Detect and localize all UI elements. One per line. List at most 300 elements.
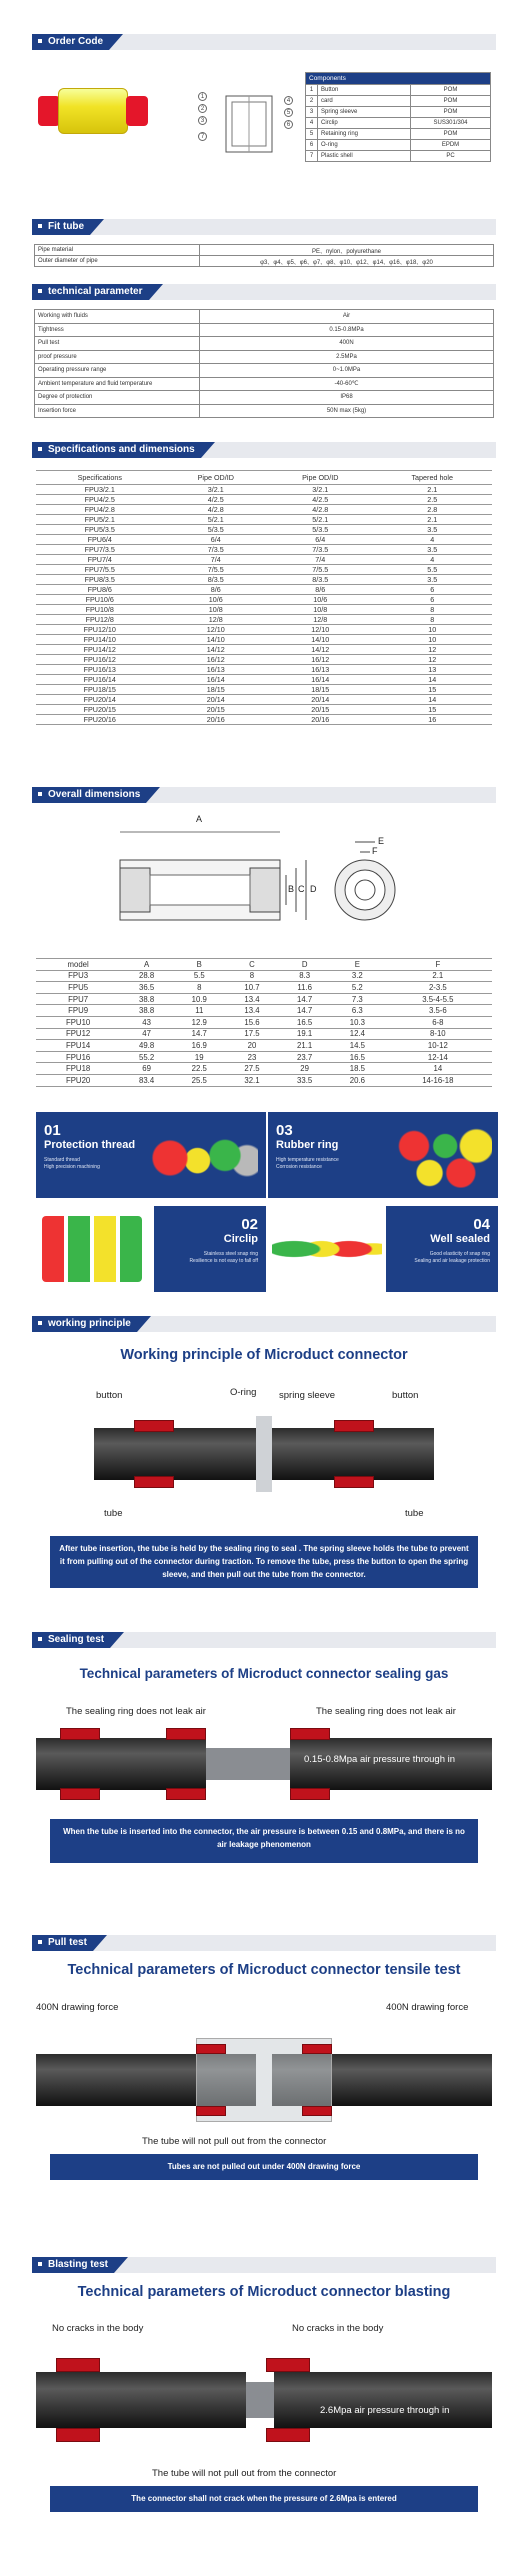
dim-cell: 8.3 bbox=[278, 970, 331, 982]
section-title: Sealing test bbox=[32, 1632, 110, 1648]
fit-label: Pipe material bbox=[35, 245, 200, 256]
spec-cell: FPU5/3.5 bbox=[36, 525, 164, 535]
spec-cell: FPU14/12 bbox=[36, 645, 164, 655]
dim-cell: 28.8 bbox=[120, 970, 173, 982]
dim-cell: 2.1 bbox=[384, 970, 492, 982]
component-name: card bbox=[318, 96, 411, 107]
components-header: Components bbox=[306, 73, 491, 85]
spec-cell: 5/3.5 bbox=[164, 525, 269, 535]
label-spring-sleeve: spring sleeve bbox=[279, 1390, 335, 1401]
component-row bbox=[306, 85, 491, 96]
spec-cell: 16/13 bbox=[164, 665, 269, 675]
tech-label: proof pressure bbox=[35, 350, 200, 364]
spec-cell: 4/2.8 bbox=[268, 505, 373, 515]
dim-cell: 55.2 bbox=[120, 1051, 173, 1063]
section-title: working principle bbox=[32, 1316, 137, 1332]
spec-row bbox=[36, 485, 492, 495]
dim-cell: 11 bbox=[173, 1005, 226, 1017]
spec-row bbox=[36, 545, 492, 555]
spec-row bbox=[36, 695, 492, 705]
spec-row bbox=[36, 585, 492, 595]
dim-cell: 14.7 bbox=[173, 1028, 226, 1040]
feature-number: 04 bbox=[473, 1216, 490, 1233]
spec-row bbox=[36, 495, 492, 505]
dim-cell: 14.7 bbox=[278, 993, 331, 1005]
dim-cell: FPU10 bbox=[36, 1016, 120, 1028]
tech-value: 50N max (5kg) bbox=[200, 404, 494, 418]
spec-cell: FPU4/2.8 bbox=[36, 505, 164, 515]
spec-cell: 7/3.5 bbox=[164, 545, 269, 555]
spec-cell: 5.5 bbox=[373, 565, 493, 575]
dim-row bbox=[36, 982, 492, 994]
dim-cell: FPU18 bbox=[36, 1063, 120, 1075]
dim-cell: 12.9 bbox=[173, 1016, 226, 1028]
spec-cell: FPU16/13 bbox=[36, 665, 164, 675]
dim-cell: 23 bbox=[226, 1051, 279, 1063]
component-row bbox=[306, 129, 491, 140]
section-header-specifications bbox=[32, 442, 496, 458]
component-row bbox=[306, 118, 491, 129]
feature-desc: Corrosion resistance bbox=[276, 1164, 322, 1170]
tech-label: Operating pressure range bbox=[35, 364, 200, 378]
spec-cell: 20/16 bbox=[164, 715, 269, 725]
dim-cell: 10-12 bbox=[384, 1040, 492, 1052]
component-num: 3 bbox=[306, 107, 318, 118]
tech-value: 400N bbox=[200, 337, 494, 351]
dim-cell: 22.5 bbox=[173, 1063, 226, 1075]
component-name: Retaining ring bbox=[318, 129, 411, 140]
component-material: PC bbox=[411, 151, 491, 162]
spec-cell: 20/15 bbox=[164, 705, 269, 715]
dim-header: D bbox=[278, 959, 331, 971]
spec-cell: 12 bbox=[373, 645, 493, 655]
feature-name: Protection thread bbox=[44, 1139, 136, 1151]
component-num: 7 bbox=[306, 151, 318, 162]
dim-cell: 49.8 bbox=[120, 1040, 173, 1052]
spec-cell: 3/2.1 bbox=[268, 485, 373, 495]
feature-protection-thread bbox=[36, 1112, 266, 1198]
dim-cell: 29 bbox=[278, 1063, 331, 1075]
tech-label: Pull test bbox=[35, 337, 200, 351]
dim-header: F bbox=[384, 959, 492, 971]
component-name: Spring sleeve bbox=[318, 107, 411, 118]
blasting-title: Technical parameters of Microduct connector blasting bbox=[77, 2284, 451, 2300]
feature-well-sealed bbox=[268, 1206, 498, 1292]
component-row bbox=[306, 151, 491, 162]
dim-cell: 14.7 bbox=[278, 1005, 331, 1017]
spec-row bbox=[36, 645, 492, 655]
component-material: EPDM bbox=[411, 140, 491, 151]
component-material: POM bbox=[411, 96, 491, 107]
dim-cell: 47 bbox=[120, 1028, 173, 1040]
spec-cell: FPU12/8 bbox=[36, 615, 164, 625]
sealing-note: When the tube is inserted into the connector, the air pressure is between 0.15 and 0.8MPa, and there is no air leakage phenomenon bbox=[50, 1819, 478, 1863]
spec-cell: FPU6/4 bbox=[36, 535, 164, 545]
label-pull-right: 400N drawing force bbox=[386, 2002, 469, 2013]
dimension-table bbox=[36, 958, 492, 1087]
dim-cell: 3.5-6 bbox=[384, 1005, 492, 1017]
spec-cell: 15 bbox=[373, 705, 493, 715]
dim-cell: 15.6 bbox=[226, 1016, 279, 1028]
dim-cell: 5.5 bbox=[173, 970, 226, 982]
tech-row bbox=[35, 350, 494, 364]
spec-cell: FPU10/8 bbox=[36, 605, 164, 615]
spec-header: Tapered hole bbox=[373, 471, 493, 485]
spec-cell: FPU8/6 bbox=[36, 585, 164, 595]
dim-cell: 12.4 bbox=[331, 1028, 384, 1040]
spec-cell: 14/10 bbox=[164, 635, 269, 645]
feature-desc: Resilience is not easy to fall off bbox=[189, 1258, 258, 1264]
spec-cell: 7/5.5 bbox=[164, 565, 269, 575]
section-header-fit-tube bbox=[32, 219, 496, 235]
component-material: POM bbox=[411, 107, 491, 118]
component-num: 1 bbox=[306, 85, 318, 96]
spec-row bbox=[36, 565, 492, 575]
dim-cell: 43 bbox=[120, 1016, 173, 1028]
spec-cell: 3.5 bbox=[373, 525, 493, 535]
feature-name: Rubber ring bbox=[276, 1139, 339, 1151]
spec-cell: 6 bbox=[373, 585, 493, 595]
label-sealing-right: The sealing ring does not leak air bbox=[316, 1706, 456, 1717]
label-tube-left: tube bbox=[104, 1508, 123, 1519]
label-tube-right: tube bbox=[405, 1508, 424, 1519]
spec-row bbox=[36, 655, 492, 665]
pull-bottom-label: The tube will not pull out from the connector bbox=[142, 2136, 327, 2147]
spec-cell: 6 bbox=[373, 595, 493, 605]
spec-cell: 2.5 bbox=[373, 495, 493, 505]
spec-row bbox=[36, 515, 492, 525]
dim-cell: 10.7 bbox=[226, 982, 279, 994]
section-title: Fit tube bbox=[32, 219, 90, 235]
spec-cell: 14/12 bbox=[164, 645, 269, 655]
callout: 7 bbox=[198, 132, 207, 141]
component-material: SUS301/304 bbox=[411, 118, 491, 129]
dim-cell: 6-8 bbox=[384, 1016, 492, 1028]
dim-cell: FPU3 bbox=[36, 970, 120, 982]
spec-row bbox=[36, 595, 492, 605]
spec-cell: 16/12 bbox=[164, 655, 269, 665]
dim-cell: 3.2 bbox=[331, 970, 384, 982]
spec-cell: 13 bbox=[373, 665, 493, 675]
spec-cell: 15 bbox=[373, 685, 493, 695]
dim-header: B bbox=[173, 959, 226, 971]
tech-value: 0~1.0MPa bbox=[200, 364, 494, 378]
dim-row bbox=[36, 1051, 492, 1063]
feature-desc: Stainless steel snap ring bbox=[203, 1251, 258, 1257]
label-pull-left: 400N drawing force bbox=[36, 2002, 119, 2013]
blasting-bottom-label: The tube will not pull out from the connector bbox=[152, 2468, 337, 2479]
tech-row bbox=[35, 364, 494, 378]
dim-row bbox=[36, 993, 492, 1005]
spec-cell: 4 bbox=[373, 555, 493, 565]
dim-cell: 27.5 bbox=[226, 1063, 279, 1075]
dim-cell: 5.2 bbox=[331, 982, 384, 994]
section-header-overall bbox=[32, 787, 496, 803]
spec-cell: 8 bbox=[373, 615, 493, 625]
dim-cell: 8 bbox=[226, 970, 279, 982]
dim-row bbox=[36, 1005, 492, 1017]
dim-row bbox=[36, 1074, 492, 1086]
tech-row bbox=[35, 404, 494, 418]
spec-row bbox=[36, 665, 492, 675]
callout: 4 bbox=[284, 96, 293, 105]
section-title: Overall dimensions bbox=[32, 787, 146, 803]
spec-cell: 8/3.5 bbox=[268, 575, 373, 585]
spec-header: Pipe OD/ID bbox=[164, 471, 269, 485]
spec-cell: FPU7/4 bbox=[36, 555, 164, 565]
spec-cell: 20/16 bbox=[268, 715, 373, 725]
dim-cell: FPU16 bbox=[36, 1051, 120, 1063]
component-num: 5 bbox=[306, 129, 318, 140]
dim-cell: 14.5 bbox=[331, 1040, 384, 1052]
spec-row bbox=[36, 675, 492, 685]
spec-cell: 2.1 bbox=[373, 485, 493, 495]
feature-circlip bbox=[36, 1206, 266, 1292]
dim-header: C bbox=[226, 959, 279, 971]
dim-cell: 25.5 bbox=[173, 1074, 226, 1086]
dim-cell: 16.5 bbox=[278, 1016, 331, 1028]
spec-cell: 12/10 bbox=[268, 625, 373, 635]
spec-cell: 2.1 bbox=[373, 515, 493, 525]
blasting-note: The connector shall not crack when the pressure of 2.6Mpa is entered bbox=[50, 2486, 478, 2512]
feature-desc: Sealing and air leakage protection bbox=[414, 1258, 490, 1264]
spec-cell: 8/3.5 bbox=[164, 575, 269, 585]
spec-cell: 10 bbox=[373, 635, 493, 645]
sealing-title: Technical parameters of Microduct connector sealing gas bbox=[79, 1666, 449, 1681]
dim-cell: 20 bbox=[226, 1040, 279, 1052]
dim-row bbox=[36, 1063, 492, 1075]
spec-cell: 14/10 bbox=[268, 635, 373, 645]
spec-row bbox=[36, 505, 492, 515]
component-name: Circlip bbox=[318, 118, 411, 129]
dim-cell: 16.5 bbox=[331, 1051, 384, 1063]
section-header-order-code bbox=[32, 34, 496, 50]
spec-row bbox=[36, 625, 492, 635]
dim-label-d: D bbox=[310, 884, 317, 894]
dim-cell: 19 bbox=[173, 1051, 226, 1063]
spec-cell: 14 bbox=[373, 695, 493, 705]
label-button-right: button bbox=[392, 1390, 419, 1401]
connector-photo bbox=[38, 82, 148, 140]
dim-cell: 6.3 bbox=[331, 1005, 384, 1017]
spec-cell: 10/8 bbox=[164, 605, 269, 615]
fit-value: φ3、φ4、φ5、φ6、φ7、φ8、φ10、φ12、φ14、φ16、φ18、φ20 bbox=[200, 256, 494, 267]
working-diagram bbox=[94, 1408, 434, 1498]
spec-cell: FPU12/10 bbox=[36, 625, 164, 635]
tech-value: 2.5MPa bbox=[200, 350, 494, 364]
blasting-diagram bbox=[36, 2342, 492, 2452]
dim-cell: 7.3 bbox=[331, 993, 384, 1005]
feature-number: 01 bbox=[44, 1122, 61, 1139]
tech-label: Insertion force bbox=[35, 404, 200, 418]
tech-label: Working with fluids bbox=[35, 310, 200, 324]
dim-cell: 17.5 bbox=[226, 1028, 279, 1040]
dim-cell: 13.4 bbox=[226, 993, 279, 1005]
dim-label-a: A bbox=[196, 814, 203, 824]
spec-cell: 4/2.8 bbox=[164, 505, 269, 515]
section-header-pull bbox=[32, 1935, 496, 1951]
spec-cell: 14 bbox=[373, 675, 493, 685]
component-name: Button bbox=[318, 85, 411, 96]
dim-cell: 23.7 bbox=[278, 1051, 331, 1063]
dim-cell: 13.4 bbox=[226, 1005, 279, 1017]
dim-cell: FPU7 bbox=[36, 993, 120, 1005]
dim-cell: FPU14 bbox=[36, 1040, 120, 1052]
feature-name: Circlip bbox=[223, 1233, 258, 1245]
working-title: Working principle of Microduct connector bbox=[120, 1347, 408, 1363]
spec-cell: FPU14/10 bbox=[36, 635, 164, 645]
spec-row bbox=[36, 535, 492, 545]
spec-row bbox=[36, 555, 492, 565]
callout-numbers bbox=[198, 90, 294, 160]
spec-cell: 16/14 bbox=[164, 675, 269, 685]
spec-cell: 3/2.1 bbox=[164, 485, 269, 495]
dim-cell: 11.6 bbox=[278, 982, 331, 994]
fit-tube-table bbox=[34, 244, 494, 267]
spec-cell: FPU16/12 bbox=[36, 655, 164, 665]
spec-cell: 5/3.5 bbox=[268, 525, 373, 535]
spec-cell: 12/10 bbox=[164, 625, 269, 635]
tech-label: Ambient temperature and fluid temperature bbox=[35, 377, 200, 391]
dim-label-f: F bbox=[372, 846, 378, 856]
dim-row bbox=[36, 1016, 492, 1028]
sealing-pressure-label: 0.15-0.8Mpa air pressure through in bbox=[304, 1754, 456, 1765]
dim-cell: 16.9 bbox=[173, 1040, 226, 1052]
spec-cell: 4/2.5 bbox=[164, 495, 269, 505]
component-name: Plastic shell bbox=[318, 151, 411, 162]
spec-cell: 6/4 bbox=[268, 535, 373, 545]
spec-cell: 7/4 bbox=[268, 555, 373, 565]
spec-cell: FPU7/3.5 bbox=[36, 545, 164, 555]
pull-note: Tubes are not pulled out under 400N drawing force bbox=[50, 2154, 478, 2180]
dim-cell: 38.8 bbox=[120, 1005, 173, 1017]
tech-row bbox=[35, 310, 494, 324]
tech-label: Degree of protection bbox=[35, 391, 200, 405]
spec-cell: 8/6 bbox=[164, 585, 269, 595]
dim-cell: 32.1 bbox=[226, 1074, 279, 1086]
dim-cell: FPU9 bbox=[36, 1005, 120, 1017]
tech-value: IP68 bbox=[200, 391, 494, 405]
spec-cell: 7/4 bbox=[164, 555, 269, 565]
fit-value: PE、nylon、polyurethane bbox=[200, 245, 494, 256]
dim-cell: FPU20 bbox=[36, 1074, 120, 1086]
spec-cell: 20/15 bbox=[268, 705, 373, 715]
technical-table bbox=[34, 309, 494, 418]
spec-cell: FPU10/6 bbox=[36, 595, 164, 605]
dim-cell: 33.5 bbox=[278, 1074, 331, 1086]
feature-desc: High precision machining bbox=[44, 1164, 100, 1170]
feature-desc: Standard thread bbox=[44, 1157, 80, 1163]
spec-cell: 2.8 bbox=[373, 505, 493, 515]
spec-cell: FPU5/2.1 bbox=[36, 515, 164, 525]
tech-value: 0.15-0.8MPa bbox=[200, 323, 494, 337]
spec-cell: 16 bbox=[373, 715, 493, 725]
spec-cell: 14/12 bbox=[268, 645, 373, 655]
spec-row bbox=[36, 635, 492, 645]
feature-desc: High temperature resistance bbox=[276, 1157, 339, 1163]
dim-cell: 3.5-4-5.5 bbox=[384, 993, 492, 1005]
dim-header: E bbox=[331, 959, 384, 971]
dim-cell: 38.8 bbox=[120, 993, 173, 1005]
dim-row bbox=[36, 970, 492, 982]
fit-label: Outer diameter of pipe bbox=[35, 256, 200, 267]
spec-cell: 10/6 bbox=[164, 595, 269, 605]
spec-header: Pipe OD/ID bbox=[268, 471, 373, 485]
working-note: After tube insertion, the tube is held by the sealing ring to seal . The spring sleeve holds the tube to prevent it from pulling out of the connector during traction. To remove the tube, press the button to open the spring sleeve, and then pull out the tube from the connector. bbox=[50, 1536, 478, 1588]
feature-name: Well sealed bbox=[430, 1233, 490, 1245]
dim-cell: 14 bbox=[384, 1063, 492, 1075]
spec-cell: FPU3/2.1 bbox=[36, 485, 164, 495]
component-row bbox=[306, 96, 491, 107]
dim-cell: 19.1 bbox=[278, 1028, 331, 1040]
spec-cell: FPU16/14 bbox=[36, 675, 164, 685]
tech-row bbox=[35, 323, 494, 337]
dim-cell: 83.4 bbox=[120, 1074, 173, 1086]
spec-cell: 5/2.1 bbox=[164, 515, 269, 525]
spec-header: Specifications bbox=[36, 471, 164, 485]
spec-cell: 8 bbox=[373, 605, 493, 615]
dim-label-c: C bbox=[298, 884, 305, 894]
spec-cell: 16/13 bbox=[268, 665, 373, 675]
label-blasting-left: No cracks in the body bbox=[52, 2323, 144, 2334]
spec-cell: 4/2.5 bbox=[268, 495, 373, 505]
components-table bbox=[305, 72, 491, 162]
feature-number: 03 bbox=[276, 1122, 293, 1139]
section-header-blasting bbox=[32, 2257, 496, 2273]
dim-header: model bbox=[36, 959, 120, 971]
spec-cell: FPU7/5.5 bbox=[36, 565, 164, 575]
dim-cell: 69 bbox=[120, 1063, 173, 1075]
feature-desc: Good elasticity of snap ring bbox=[429, 1251, 490, 1257]
spec-row bbox=[36, 705, 492, 715]
dim-cell: 2-3.5 bbox=[384, 982, 492, 994]
spec-cell: 4 bbox=[373, 535, 493, 545]
section-title: Specifications and dimensions bbox=[32, 442, 201, 458]
connector-photo bbox=[42, 1216, 142, 1282]
pull-title: Technical parameters of Microduct connector tensile test bbox=[67, 1962, 461, 1978]
spec-cell: 5/2.1 bbox=[268, 515, 373, 525]
pull-diagram bbox=[36, 2030, 492, 2130]
spec-cell: 18/15 bbox=[164, 685, 269, 695]
spec-row bbox=[36, 715, 492, 725]
spec-cell: 6/4 bbox=[164, 535, 269, 545]
dim-cell: 36.5 bbox=[120, 982, 173, 994]
callout: 2 bbox=[198, 104, 207, 113]
spec-cell: 7/5.5 bbox=[268, 565, 373, 575]
callout: 6 bbox=[284, 120, 293, 129]
section-header-sealing bbox=[32, 1632, 496, 1648]
section-title: Order Code bbox=[32, 34, 109, 50]
spec-table bbox=[36, 470, 492, 725]
label-o-ring: O-ring bbox=[230, 1387, 257, 1398]
spec-cell: 3.5 bbox=[373, 545, 493, 555]
callout: 3 bbox=[198, 116, 207, 125]
spec-cell: 7/3.5 bbox=[268, 545, 373, 555]
spec-cell: FPU4/2.5 bbox=[36, 495, 164, 505]
label-sealing-left: The sealing ring does not leak air bbox=[66, 1706, 206, 1717]
dim-header: A bbox=[120, 959, 173, 971]
component-material: POM bbox=[411, 85, 491, 96]
dim-label-e: E bbox=[378, 836, 385, 846]
dim-cell: 10.3 bbox=[331, 1016, 384, 1028]
dim-cell: 21.1 bbox=[278, 1040, 331, 1052]
feature-rubber-ring bbox=[268, 1112, 498, 1198]
dimension-labels bbox=[110, 814, 420, 940]
spec-cell: 8/6 bbox=[268, 585, 373, 595]
spec-row bbox=[36, 615, 492, 625]
spec-cell: 16/12 bbox=[268, 655, 373, 665]
dim-cell: 10.9 bbox=[173, 993, 226, 1005]
